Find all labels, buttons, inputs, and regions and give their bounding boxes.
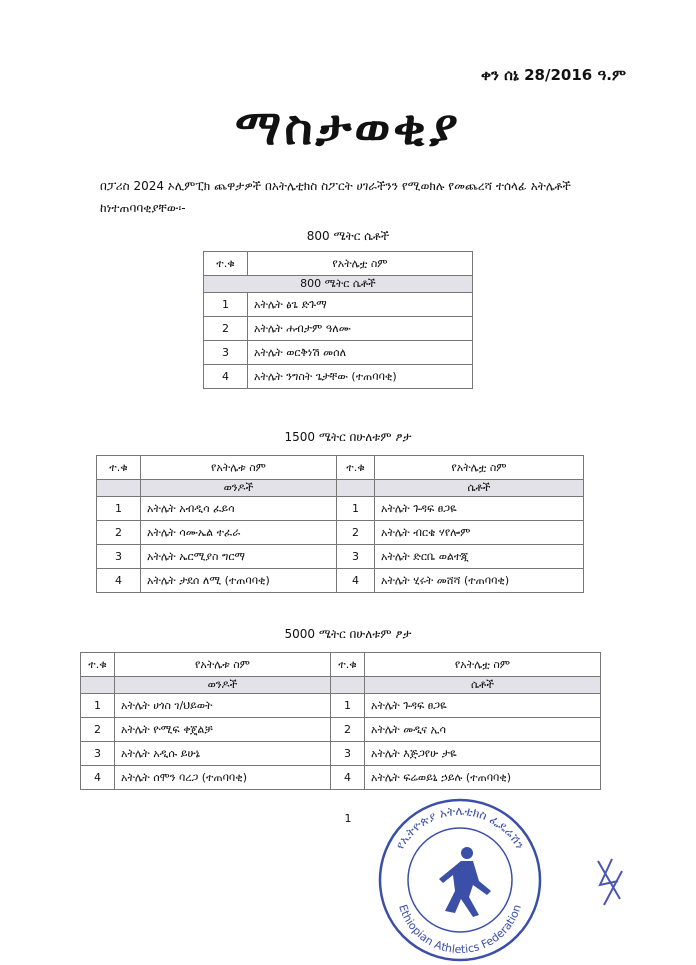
row-number: 2 [81,718,115,742]
col-number: ተ.ቁ [204,252,248,276]
category-label: 800 ሜትር ሴቶች [204,276,473,293]
athlete-name-women: አትሌት ድርቤ ወልተጂ [375,545,584,569]
athlete-name: አትሌት ፅጌ ድጉማ [248,293,473,317]
signature [590,855,630,915]
athlete-name-women: አትሌት ጉዳፍ ፀጋዬ [375,497,584,521]
athlete-name-men: አትሌት ዮሚፍ ቀጄልቻ [115,718,331,742]
row-number: 2 [331,718,365,742]
col-athlete-name: የአትሌቷ ስም [248,252,473,276]
page-number: 1 [344,812,352,825]
runner-emblem-icon [439,847,491,917]
athlete-name-women: አትሌት ጉዳፍ ፀጋዬ [365,694,601,718]
section-800-title: 800 ሜትር ሴቶች [306,229,390,243]
row-number: 1 [81,694,115,718]
intro-paragraph: በፓሪስ 2024 ኦሊምፒክ ጨዋታዎች በአትሌቲክስ ስፖርት ሀገራችንን የሚወክሉ የመጨረሻ ተሰላፊ አትሌቶች ከነተጠባባቂያቸው፡- [100,179,571,215]
row-number: 4 [331,766,365,790]
category-band [204,276,473,293]
row-number: 1 [331,694,365,718]
table-header-row [204,252,473,276]
athlete-name-women: አትሌት መዲና ኢሳ [365,718,601,742]
table-header-row [81,653,601,677]
row-number: 2 [97,521,141,545]
category-women: ሴቶች [365,677,601,694]
table-row [97,545,584,569]
table-header-row [97,456,584,480]
row-number: 4 [97,569,141,593]
table-row [204,341,473,365]
row-number: 3 [204,341,248,365]
col-name-men: የአትሌቱ ስም [115,653,331,677]
federation-stamp [375,795,545,965]
athlete-name-women: አትሌት እጅጋየሁ ታዬ [365,742,601,766]
table-row [81,718,601,742]
col-number-women: ተ.ቁ [331,653,365,677]
row-number: 1 [97,497,141,521]
section-5000-title: 5000 ሜትር በሁለቱም ፆታ [284,627,412,641]
athlete-name-men: አትሌት ሳሙኤል ተፈራ [141,521,337,545]
category-band [97,480,584,497]
row-number: 4 [337,569,375,593]
table-5000m [80,652,601,790]
table-row [81,742,601,766]
table-row [97,521,584,545]
category-men: ወንዶች [115,677,331,694]
table-row [204,293,473,317]
table-800m [203,251,473,389]
athlete-name-women: አትሌት ፍሬወይኒ ኃይሉ (ተጠባባቂ) [365,766,601,790]
col-number-men: ተ.ቁ [81,653,115,677]
athlete-name-women: አትሌት ብርቄ ሃየሎም [375,521,584,545]
row-number: 3 [331,742,365,766]
table-row [97,497,584,521]
athlete-name-men: አትሌት ታደሰ ለሚ (ተጠባባቂ) [141,569,337,593]
row-number: 3 [81,742,115,766]
table-row [204,317,473,341]
stamp-text-amharic: የኢትዮጵያ አትሌቲክስ ፌዴሬሽን [392,803,528,852]
page-title: ማስታወቂያ [235,100,461,156]
athlete-name-men: አትሌት ኤርሚያስ ግርማ [141,545,337,569]
category-women: ሴቶች [375,480,584,497]
col-name-men: የአትሌቱ ስም [141,456,337,480]
athlete-name-men: አትሌት አዲሱ ይሁኔ [115,742,331,766]
table-1500m [96,455,584,593]
athlete-name: አትሌት ሐብታም ዓለሙ [248,317,473,341]
category-band [81,677,601,694]
row-number: 2 [337,521,375,545]
row-number: 1 [337,497,375,521]
stamp-text-english: Ethiopian Athletics Federation [396,902,524,957]
athlete-name-women: አትሌት ሂሩት መሸሻ (ተጠባባቂ) [375,569,584,593]
row-number: 3 [337,545,375,569]
athlete-name-men: አትሌት አብዲሳ ፈይሳ [141,497,337,521]
col-name-women: የአትሌቷ ስም [365,653,601,677]
table-row [204,365,473,389]
table-row [81,766,601,790]
row-number: 2 [204,317,248,341]
athlete-name: አትሌት ወርቅነሽ መሰለ [248,341,473,365]
table-row [81,694,601,718]
col-name-women: የአትሌቷ ስም [375,456,584,480]
athlete-name-men: አትሌት ሀጎስ ገ/ህይወት [115,694,331,718]
athlete-name: አትሌት ንግስት ጌታቸው (ተጠባባቂ) [248,365,473,389]
section-1500-title: 1500 ሜትር በሁለቱም ፆታ [284,430,412,444]
athlete-name-men: አትሌት ሰሞን ባረጋ (ተጠባባቂ) [115,766,331,790]
col-number-men: ተ.ቁ [97,456,141,480]
col-number-women: ተ.ቁ [337,456,375,480]
document-date: ቀን ሰኔ 28/2016 ዓ.ም [481,66,626,84]
row-number: 4 [204,365,248,389]
row-number: 3 [97,545,141,569]
table-row [97,569,584,593]
row-number: 4 [81,766,115,790]
row-number: 1 [204,293,248,317]
category-men: ወንዶች [141,480,337,497]
